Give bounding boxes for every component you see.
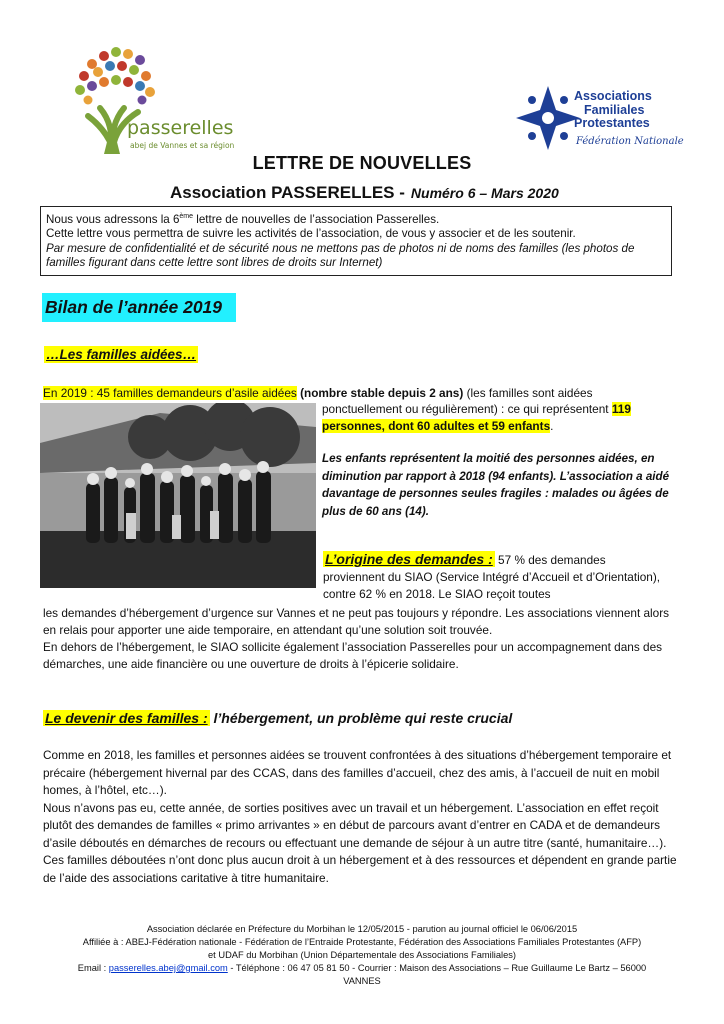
email-link[interactable]: passerelles.abej@gmail.com — [108, 963, 228, 973]
intro-box — [40, 206, 672, 276]
familles-paragraph-1-cont: ponctuellement ou régulièrement) : ce qui représentent 119 personnes, dont 60 adultes et 59 enfants. — [322, 402, 631, 433]
devenir-heading: Le devenir des familles : — [45, 710, 208, 726]
footer — [40, 923, 684, 988]
afp-line3: Protestantes — [574, 116, 650, 130]
familles-paragraph-1: En 2019 : 45 familles demandeurs d’asile aidées (nombre stable depuis 2 ans) (les familles sont aidées — [43, 386, 593, 400]
svg-text:abej de Vannes et sa région: abej de Vannes et sa région — [130, 141, 235, 150]
devenir-p1: Comme en 2018, les familles et personnes aidées se trouvent confrontées à des situations d’hébergement temporaire et précaire (hébergement hivernal par des CCAS, dans des familles d’accueil, chez des amis, à l’accueil de nuit en mobil homes, à l’hôtel, etc…). — [43, 748, 672, 797]
devenir-paragraphs — [43, 747, 683, 887]
footer-line1: Association déclarée en Préfecture du Morbihan le 12/05/2015 - parution au journal officiel le 06/06/2015 — [146, 924, 578, 934]
family-group-photo — [40, 403, 316, 588]
familles-heading: …Les familles aidées… — [46, 347, 197, 362]
familles-highlight: En 2019 : 45 familles demandeurs d’asile aidées — [43, 386, 297, 400]
tree-logo-icon — [52, 42, 262, 162]
devenir-subheading: l’hébergement, un problème qui reste crucial — [209, 710, 513, 726]
origine-paragraph: les demandes d’hébergement d’urgence sur Vannes et ne peut pas toujours y répondre. Les associations viennent alors en relais pour apporter une aide temporaire, en attendant qu’une solution soit trouvée. En dehors de l’hébergement, le SIAO sollicite également l’association Passerelles pour un accompagnement dans des démarches, une aide financière ou une ouverture de droits à l’épicerie solidaire. — [43, 606, 670, 671]
origine-text-cont: proviennent du SIAO (Service Intégré d’Accueil et d’Orientation), contre 62 % en 2018. Le SIAO reçoit toutes — [323, 570, 661, 601]
association-name: Association PASSERELLES - — [170, 183, 405, 202]
passerelles-logo — [52, 42, 262, 162]
intro-line3: Par mesure de confidentialité et de sécurité nous ne mettons pas de photos ni de noms des familles (les photos de familles figurant dans cette lettre sont libres de droits sur Internet) — [46, 241, 635, 270]
svg-text:passerelles: passerelles — [127, 117, 234, 139]
footer-line3: et UDAF du Morbihan (Union Départementale des Associations Familiales) — [208, 950, 516, 960]
devenir-title — [43, 710, 512, 726]
origine-first-line: L’origine des demandes : 57 % des demandes — [325, 551, 606, 567]
issue-number: Numéro 6 – Mars 2020 — [410, 185, 559, 201]
personnes-highlight: 119 personnes, dont 60 adultes et 59 enfants — [322, 402, 631, 433]
afp-line4: Fédération Nationale — [576, 136, 684, 147]
section-title-bilan: Bilan de l’année 2019 — [42, 293, 236, 322]
intro-line1: Nous vous adressons la 6ème lettre de nouvelles de l’association Passerelles. — [46, 212, 440, 226]
afp-line2: Familiales — [584, 102, 645, 117]
page-title: LETTRE DE NOUVELLES — [252, 153, 472, 173]
footer-line2: Affiliée à : ABEJ-Fédération nationale - Fédération de l’Entraide Protestante, Fédération des Associations Familiales Protestantes (AFP) — [82, 937, 642, 947]
origine-heading: L’origine des demandes : — [325, 551, 493, 567]
footer-line5: VANNES — [343, 976, 381, 986]
devenir-p3: Ces familles déboutées n’ont donc plus aucun droit à un hébergement et à des ressources et dépendent en grande partie de l’aide des associations caritative à titre humanitaire. — [43, 853, 677, 885]
afp-line1: Associations — [574, 89, 652, 103]
devenir-p2: Nous n’avons pas eu, cette année, de sorties positives avec un travail et un hébergement. L’association en effet reçoit plutôt des demandes de familles « primo arrivantes » en début de parcours avant d’entrer en CADA et de demandeurs d’asile déboutés en démarches de recours ou effectuant une demande de séjour à un autre titre (santé, humanitaire…). — [43, 800, 667, 850]
intro-line2: Cette lettre vous permettra de suivre les activités de l’association, de vous y associer et de les soutenir. — [46, 227, 576, 241]
page-subtitle — [170, 183, 559, 203]
familles-paragraph-2: Les enfants représentent la moitié des personnes aidées, en diminution par rapport à 2018 (94 enfants). L’association a aidé davantage de personnes seules fragiles : malades ou âgées de plus de 60 ans (14). — [322, 452, 670, 518]
footer-line4: Email : passerelles.abej@gmail.com - Téléphone : 06 47 05 81 50 - Courrier : Maison des Associations – Rue Guillaume Le Bartz – 56000 — [77, 963, 647, 973]
